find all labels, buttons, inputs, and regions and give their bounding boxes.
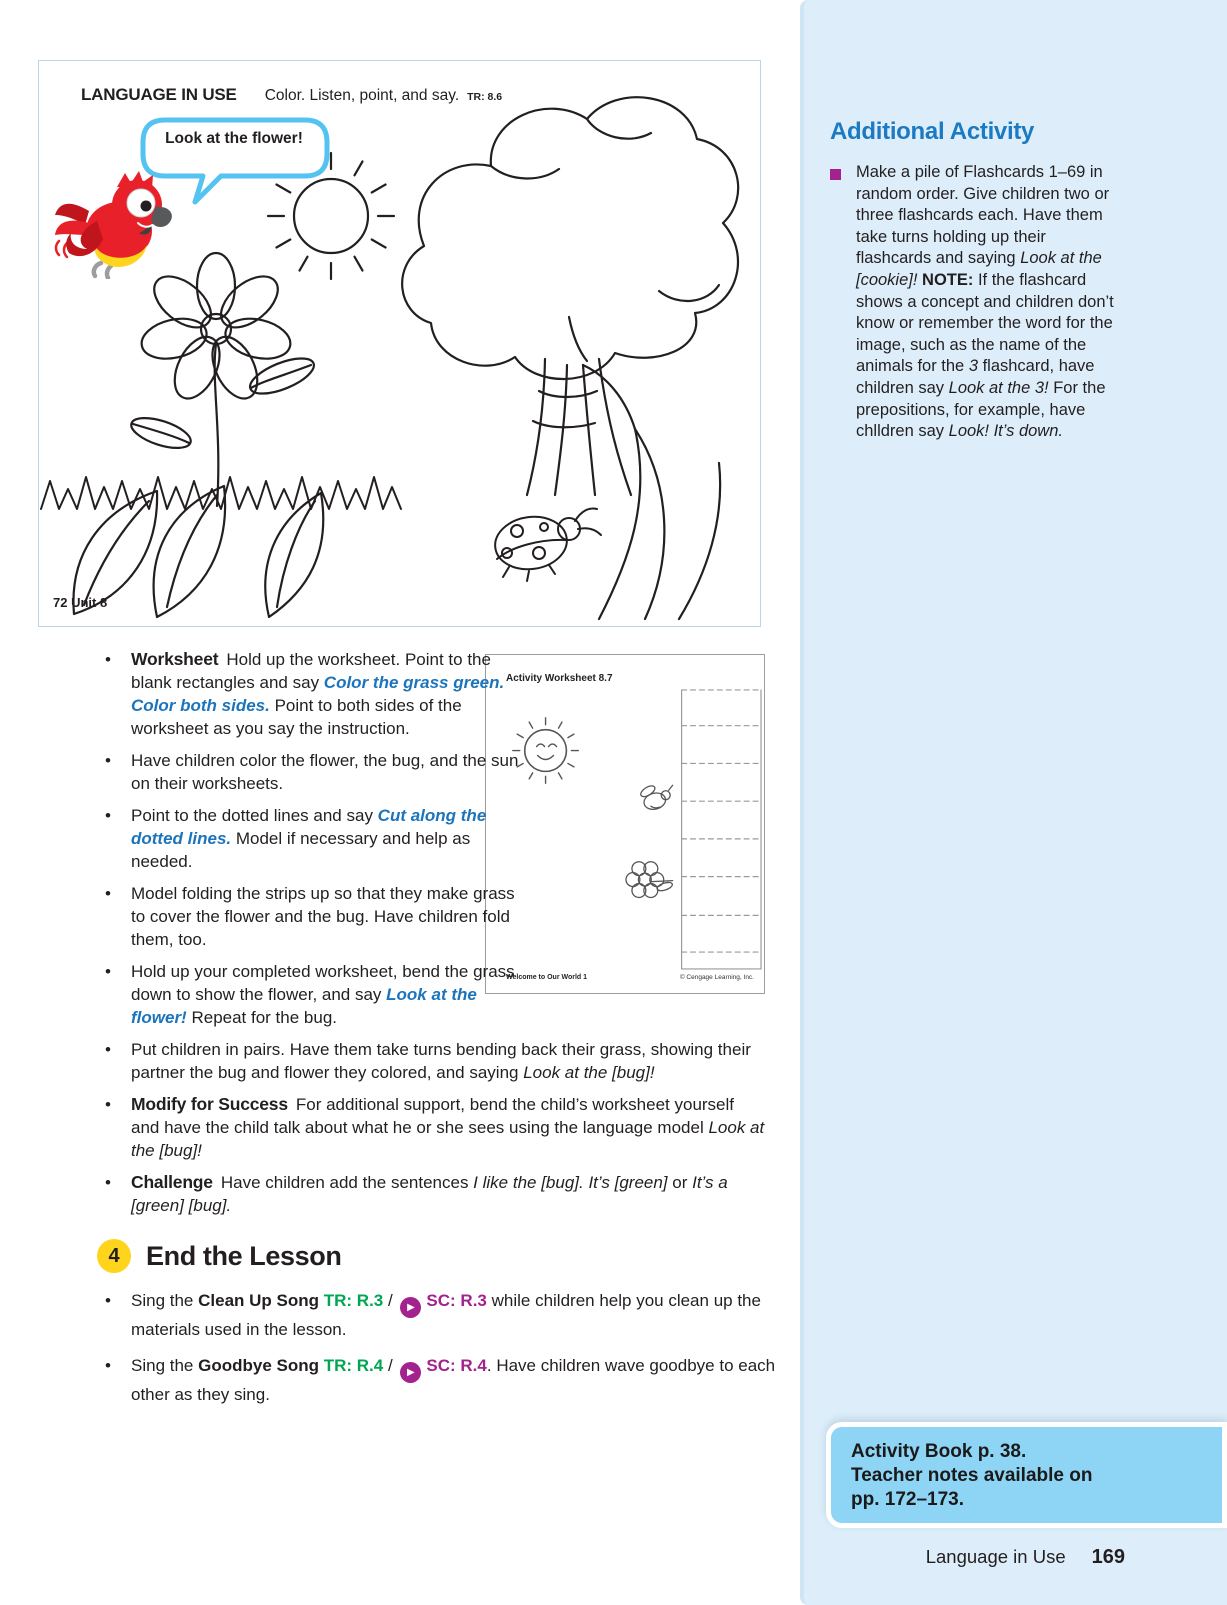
text-run: If the flashcard shows a concept and children don’t know or remember the word for the image, such as the name of the animals for the bbox=[856, 270, 1114, 376]
blade-drawing bbox=[583, 365, 720, 619]
play-icon: ▶ bbox=[400, 1362, 421, 1383]
thumb-strips-column bbox=[682, 690, 761, 969]
footer-section-label: Language in Use bbox=[925, 1546, 1066, 1567]
text-run: Look at the [bug]! bbox=[131, 1118, 765, 1160]
step-number-badge: 4 bbox=[97, 1239, 131, 1273]
worksheet-page-ref: 72 Unit 8 bbox=[53, 595, 108, 610]
text-run: Clean Up Song bbox=[198, 1291, 320, 1310]
additional-activity-sidebar bbox=[800, 0, 1227, 1605]
info-box-line: Teacher notes available on bbox=[851, 1465, 1093, 1486]
text-run: Look at the [bug]! bbox=[523, 1063, 655, 1082]
text-run: / bbox=[383, 1356, 398, 1375]
text-run: Worksheet bbox=[131, 649, 219, 669]
text-run: Sing the bbox=[131, 1291, 199, 1310]
text-run: Challenge bbox=[131, 1172, 213, 1192]
worksheet-track-ref: TR: 8.6 bbox=[467, 91, 503, 103]
text-run: flashcard, have children say bbox=[856, 357, 1095, 397]
text-run: . Have children wave goodbye to each other as they sing. bbox=[131, 1356, 776, 1404]
worksheet-header bbox=[81, 85, 502, 105]
thumb-flower-icon bbox=[626, 862, 673, 898]
text-run: TR: R.4 bbox=[323, 1356, 384, 1375]
sidebar-note-text bbox=[856, 162, 1118, 443]
end-the-lesson-heading bbox=[97, 1239, 767, 1273]
grass-drawing bbox=[41, 477, 401, 509]
square-bullet-icon bbox=[830, 169, 841, 180]
text-run: 3 bbox=[968, 357, 978, 376]
text-run: Sing the bbox=[131, 1356, 199, 1375]
text-run: Color the grass green. Color both sides. bbox=[131, 673, 505, 715]
text-run: Have children add the sentences bbox=[220, 1173, 474, 1192]
footer-page-number: 169 bbox=[1091, 1546, 1125, 1568]
activity-bullet bbox=[95, 1038, 767, 1084]
text-run: Cut along the dotted lines. bbox=[131, 806, 487, 848]
thumb-bug-icon bbox=[639, 784, 673, 812]
thumbnail-line-art bbox=[486, 655, 764, 993]
text-run: For the prepositions, for example, have chlldren say bbox=[856, 378, 1106, 441]
text-run: Look at the 3! bbox=[948, 378, 1049, 397]
text-run: Repeat for the bug. bbox=[186, 1008, 338, 1027]
text-run: SC: R.4 bbox=[426, 1356, 487, 1375]
text-run: Model folding the strips up so that they make grass to cover the flower and the bug. Have children fold them, too. bbox=[131, 884, 515, 949]
text-run: Model if necessary and help as needed. bbox=[131, 829, 471, 871]
play-icon: ▶ bbox=[400, 1297, 421, 1318]
text-run: Point to the dotted lines and say bbox=[131, 806, 378, 825]
sidebar-note bbox=[830, 162, 1130, 443]
activity-bullet bbox=[95, 749, 523, 795]
activity-bullet bbox=[95, 804, 523, 873]
end-the-lesson-title: End the Lesson bbox=[146, 1240, 342, 1271]
text-run: For additional support, bend the child’s worksheet yourself and have the child talk about what he or she sees using the language model bbox=[131, 1095, 735, 1137]
text-run: Hold up your completed worksheet, bend the grass down to show the flower, and say bbox=[131, 962, 515, 1004]
end-lesson-bullet bbox=[95, 1354, 779, 1406]
text-run: Hold up the worksheet. Point to the blank rectangles and say bbox=[131, 650, 491, 692]
text-run: Modify for Success bbox=[131, 1094, 288, 1114]
lesson-steps bbox=[95, 648, 776, 1419]
text-run: Goodbye Song bbox=[198, 1356, 319, 1375]
ladybug-drawing bbox=[492, 509, 601, 582]
activity-bullet bbox=[95, 960, 523, 1029]
text-run: NOTE: bbox=[922, 270, 974, 289]
text-run: I like the [bug]. It’s [green] bbox=[473, 1173, 668, 1192]
parrot-mascot bbox=[53, 165, 185, 279]
activity-bullet bbox=[95, 882, 523, 951]
text-run: while children help you clean up the materials used in the lesson. bbox=[131, 1291, 761, 1339]
text-run: or bbox=[667, 1173, 693, 1192]
text-run: Put children in pairs. Have them take turns bending back their grass, showing their partner the bug and flower they colored, and saying bbox=[131, 1040, 751, 1082]
end-lesson-bullet bbox=[95, 1289, 779, 1341]
info-box-line: Activity Book p. 38. bbox=[851, 1441, 1027, 1462]
text-run: Look at the flower! bbox=[131, 985, 477, 1027]
info-box-line: pp. 172–173. bbox=[851, 1489, 965, 1510]
language-in-use-worksheet-panel bbox=[38, 60, 761, 627]
activity-bullet bbox=[95, 648, 523, 740]
text-run: Have children color the flower, the bug, and the sun on their worksheets. bbox=[131, 751, 519, 793]
text-run: Look! It’s down. bbox=[948, 422, 1063, 441]
tree-drawing bbox=[402, 97, 738, 495]
flower-drawing bbox=[128, 253, 319, 506]
text-run: It’s a [green] [bug]. bbox=[131, 1173, 728, 1215]
thumbnail-footer-copyright: © Cengage Learning, Inc. bbox=[679, 974, 754, 981]
worksheet-header-instruction: Color. Listen, point, and say. bbox=[264, 87, 460, 104]
speech-bubble-text: Look at the flower! bbox=[165, 130, 303, 147]
text-run: Point to both sides of the worksheet as you say the instruction. bbox=[131, 696, 462, 738]
page-footer bbox=[926, 1546, 1125, 1569]
text-run: Make a pile of Flashcards 1–69 in random order. Give children two or three flashcards each. Have them take turns holding up their flashcards and saying bbox=[856, 163, 1110, 268]
text-run: / bbox=[383, 1291, 398, 1310]
activity-bullet bbox=[95, 1171, 767, 1217]
sidebar-heading: Additional Activity bbox=[830, 118, 1035, 145]
activity-bullet bbox=[95, 1093, 767, 1162]
activity-book-info-box bbox=[826, 1422, 1227, 1528]
text-run: Look at the [cookie]! bbox=[856, 249, 1102, 289]
thumbnail-title: Activity Worksheet 8.7 bbox=[506, 673, 613, 684]
thumbnail-footer-series: Welcome to Our World 1 bbox=[506, 974, 588, 981]
text-run: TR: R.3 bbox=[323, 1291, 384, 1310]
worksheet-header-title: LANGUAGE IN USE bbox=[81, 85, 237, 104]
activity-worksheet-thumbnail bbox=[485, 654, 765, 994]
text-run: SC: R.3 bbox=[426, 1291, 487, 1310]
